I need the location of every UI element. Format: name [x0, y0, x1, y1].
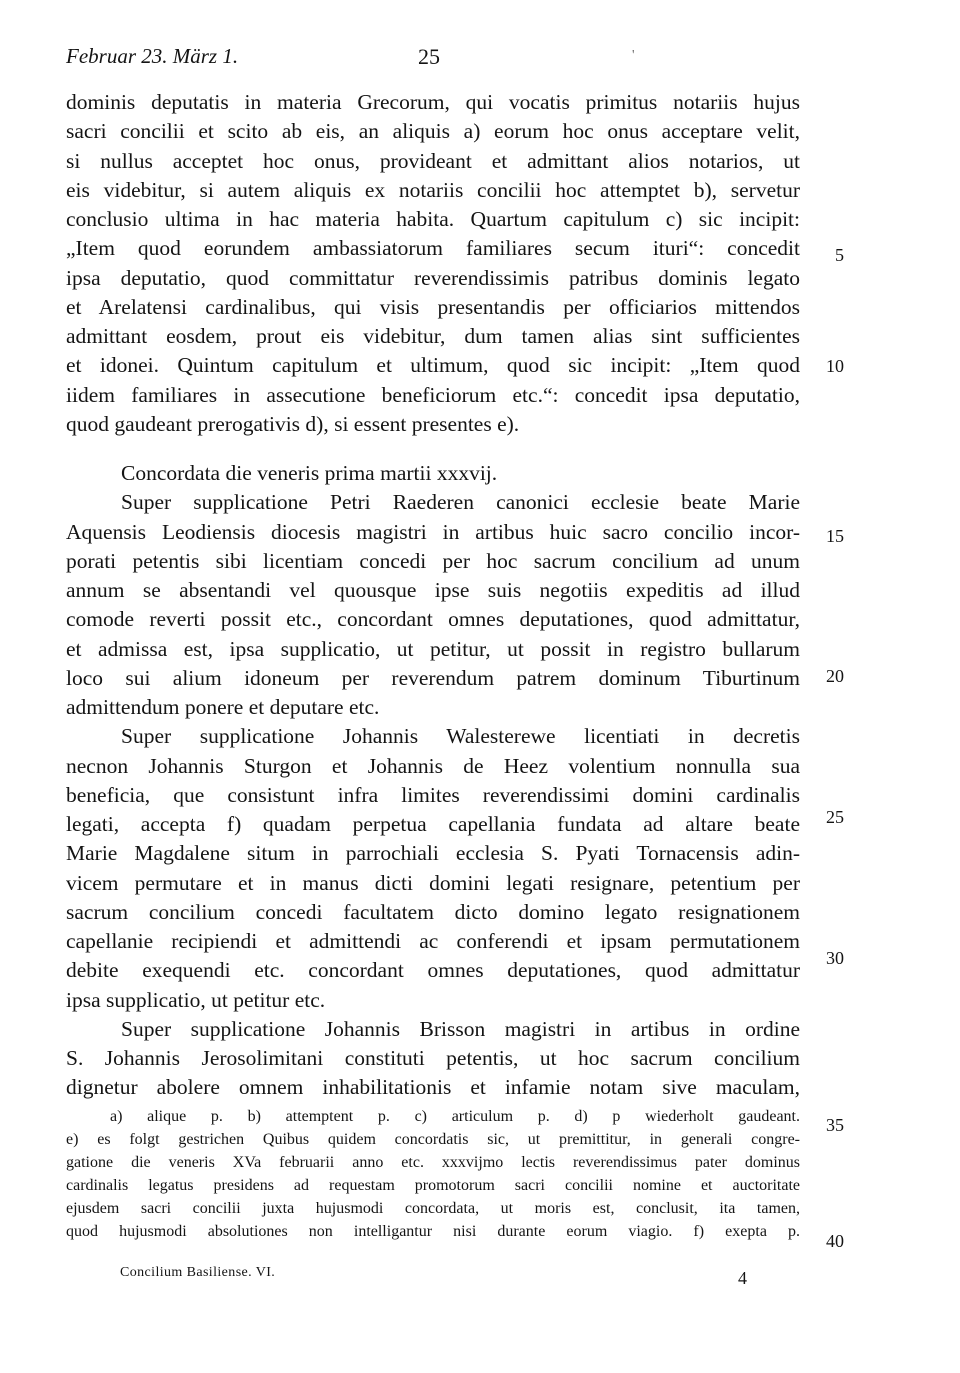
- margin-line-number: 20: [826, 666, 844, 686]
- text-line: legati, accepta f) quadam perpetua capellania fundata ad altare beate: [66, 812, 800, 836]
- page-number: 25: [418, 44, 440, 69]
- text-line: sacri concilii et scito ab eis, an aliquis a) eorum hoc onus acceptare velit,: [66, 119, 800, 144]
- stray-mark: ': [632, 48, 635, 63]
- header-dates: Februar 23. März 1.: [66, 44, 239, 68]
- text-line: Super supplicatione Johannis Walesterewe licentiati in decretis: [121, 724, 800, 749]
- margin-line-number: 15: [826, 526, 844, 546]
- footer-signature: Concilium Basiliense. VI.: [120, 1265, 276, 1280]
- text-line: debite exequendi etc. concordant omnes deputationes, quod admittatur: [66, 958, 800, 983]
- text-line: admittendum ponere et deputare etc.: [66, 695, 380, 719]
- text-line: si nullus acceptet hoc onus, provideant et admittant alios notarios, ut: [66, 148, 800, 173]
- text-line: Marie Magdalene situm in parrochiali ecclesia S. Pyati Tornacensis adin-: [66, 841, 800, 866]
- text-line: beneficia, que consistunt infra limites reverendissimi domini cardinalis: [66, 782, 800, 807]
- margin-line-number: 40: [826, 1231, 844, 1251]
- text-line: loco sui alium idoneum per reverendum patrem dominum Tiburtinum: [66, 665, 800, 690]
- text-line: et admissa est, ipsa supplicatio, ut petitur, ut possit in registro bullarum: [66, 636, 800, 661]
- footnote-line: quod hujusmodi absolutiones non intelligantur nisi durante eorum viagio. f) exepta p.: [66, 1223, 800, 1240]
- margin-line-number: 35: [826, 1115, 844, 1135]
- text-line: S. Johannis Jerosolimitani constituti petentis, ut hoc sacrum concilium: [66, 1046, 800, 1070]
- text-line: et idonei. Quintum capitulum et ultimum, quod sic incipit: „Item quod: [66, 353, 800, 378]
- text-line: Super supplicatione Petri Raederen canonici ecclesie beate Marie: [121, 490, 800, 515]
- text-line: ipsa supplicatio, ut petitur etc.: [66, 987, 326, 1012]
- text-line: comode reverti possit etc., concordant omnes deputationes, quod admittatur,: [66, 607, 800, 632]
- text-line: porati petentis sibi licentiam concedi per hoc sacrum concilium ad unum: [66, 548, 800, 573]
- text-line: necnon Johannis Sturgon et Johannis de Heez volentium nonnulla sua: [66, 753, 800, 778]
- text-line: dominis deputatis in materia Grecorum, qui vocatis primitus notariis hujus: [66, 90, 800, 114]
- footnote-line: a) alique p. b) attemptent p. c) articulum p. d) p wiederholt gaudeant.: [110, 1108, 800, 1125]
- running-header: [66, 44, 806, 74]
- text-line: dignetur abolere omnem inhabilitationis et infamie notam sive maculam,: [66, 1075, 800, 1100]
- text-line: eis videbitur, si autem aliquis ex notariis concilii hoc attemptet b), servetur: [66, 177, 800, 202]
- footnote-line: cardinalis legatus presidens ad requestam promotorum sacri concilii nomine et auctoritate: [66, 1177, 800, 1194]
- margin-line-number: 5: [835, 245, 844, 265]
- text-line: quod gaudeant prerogativis d), si essent presentes e).: [66, 411, 520, 436]
- footnotes: [66, 1105, 800, 1243]
- text-line: „Item quod eorundem ambassiatorum familiares secum ituri“: concedit: [66, 236, 800, 261]
- footnote-line: gatione die veneris XVa februarii anno etc. xxxvijmo lectis reverendissimus pater dominus: [66, 1154, 800, 1171]
- text-line: annum se absentandi vel quousque ipse suis negotiis expeditis ad illud: [66, 578, 800, 602]
- footnote-line: e) es folgt gestrichen Quibus quidem concordatis sic, ut premittitur, in generali congre-: [66, 1131, 800, 1148]
- text-line: conclusio ultima in hac materia habita. Quartum capitulum c) sic incipit:: [66, 207, 800, 231]
- text-line: admittant eosdem, prout eis videbitur, dum tamen alias sint sufficientes: [66, 324, 800, 348]
- text-line: capellanie recipiendi et admittendi ac conferendi et ipsam permutationem: [66, 929, 800, 953]
- text-line: iidem familiares in assecutione beneficiorum etc.“: concedit ipsa deputatio,: [66, 382, 800, 407]
- text-line: sacrum concilium concedi facultatem dicto domino legato resignationem: [66, 899, 800, 924]
- margin-line-number: 30: [826, 948, 844, 968]
- text-line: ipsa deputatio, quod committatur reverendissimis patribus dominis legato: [66, 265, 800, 290]
- text-line-heading: Concordata die veneris prima martii xxxvij.: [121, 461, 498, 485]
- footnote-line: ejusdem sacri concilii juxta hujusmodi concordata, ut moris est, conclusit, ita tamen,: [66, 1200, 800, 1217]
- main-text: [66, 88, 800, 1103]
- footer-sheet-number: 4: [738, 1268, 747, 1288]
- margin-line-number: 25: [826, 807, 844, 827]
- text-line: vicem permutare et in manus dicti domini legati resignare, petentium per: [66, 870, 800, 895]
- text-line: et Arelatensi cardinalibus, qui visis presentandis per officiarios mittendos: [66, 294, 800, 319]
- text-line: Aquensis Leodiensis diocesis magistri in artibus huic sacro concilio incor-: [66, 519, 800, 544]
- text-line: Super supplicatione Johannis Brisson magistri in artibus in ordine: [121, 1016, 800, 1041]
- margin-line-number: 10: [826, 356, 844, 376]
